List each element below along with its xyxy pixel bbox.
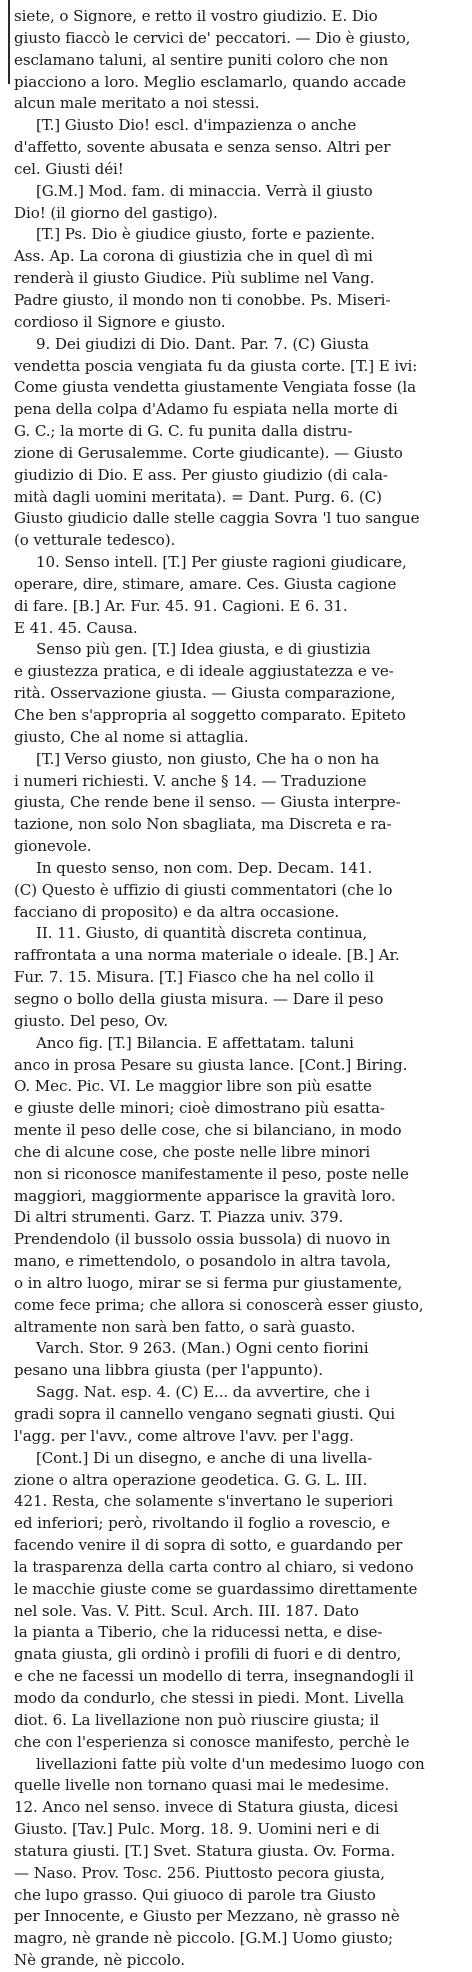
text-line: e giustezza pratica, e di ideale aggiustatezza e ve- <box>14 662 394 681</box>
text-line: G. C.; la morte di G. C. fu punita dalla distru- <box>14 422 353 441</box>
text-line: magro, nè grande nè piccolo. [G.M.] Uomo giusto; <box>14 1929 394 1948</box>
text-line: giusta, Che rende bene il senso. — Giusta interpre- <box>14 793 401 812</box>
text-line: che di alcune cose, che poste nelle libre minori <box>14 1142 371 1161</box>
text-line: giusto. Del peso, Ov. <box>14 1011 168 1030</box>
text-line: non si riconosce manifestamente il peso, poste nelle <box>14 1164 409 1183</box>
text-line: 421. Resta, che solamente s'invertano le superiori <box>14 1492 394 1511</box>
text-line: piacciono a loro. Meglio esclamarlo, quando accade <box>14 72 406 91</box>
text-line: siete, o Signore, e retto il vostro giudizio. E. Dio <box>14 7 378 25</box>
text-line: i numeri richiesti. V. anche § 14. — Traduzione <box>14 771 367 790</box>
margin-rule <box>8 0 10 84</box>
text-line: 10. Senso intell. [T.] Per giuste ragioni giudicare, <box>36 553 407 572</box>
text-line: Prendendolo (il bussolo ossia bussola) di nuovo in <box>14 1230 391 1249</box>
text-line: Anco fig. [T.] Bilancia. E affettatam. taluni <box>36 1033 354 1052</box>
text-line: zione di Gerusalemme. Corte giudicante). — Giusto <box>14 443 403 462</box>
text-line: Che ben s'appropria al soggetto comparato. Epiteto <box>14 706 406 724</box>
text-line: come fece prima; che allora si conoscerà esser giusto, <box>14 1295 424 1314</box>
text-line: livellazioni fatte più volte d'un medesimo luogo con <box>36 1754 425 1773</box>
text-line: maggiori, maggiormente apparisce la gravità loro. <box>14 1186 396 1205</box>
text-line: alcun male meritato a noi stessi. <box>14 94 260 113</box>
text-line: Varch. Stor. 9 263. (Man.) Ogni cento fiorini <box>36 1339 369 1358</box>
text-line: (C) Questo è uffizio di giusti commentatori (che lo <box>14 880 393 899</box>
text-line: Dio! (il giorno del gastigo). <box>14 203 218 222</box>
text-line: mità dagli uomini meritata). = Dant. Purg. 6. (C) <box>14 487 382 506</box>
text-line: statura giusti. [T.] Svet. Statura giusta. Ov. Forma. <box>14 1841 396 1860</box>
text-line: operare, dire, stimare, amare. Ces. Giusta cagione <box>14 574 397 593</box>
text-line: — Naso. Prov. Tosc. 256. Piuttosto pecora giusta, <box>14 1863 385 1882</box>
text-line: pena della colpa d'Adamo fu espiata nella morte di <box>14 400 398 419</box>
text-line: nel sole. Vas. V. Pitt. Scul. Arch. III. 187. Dato <box>14 1601 359 1620</box>
text-line: le macchie giuste come se guardassimo direttamente <box>14 1579 418 1598</box>
text-line: giusto fiaccò le cervici de' peccatori. — Dio è giusto, <box>14 28 411 47</box>
text-line: [T.] Ps. Dio è giudice giusto, forte e paziente. <box>36 225 375 244</box>
text-line: diot. 6. La livellazione non può riuscire giusta; il <box>14 1710 380 1729</box>
text-line: vendetta poscia vengiata fu da giusta corte. [T.] E ivi: <box>14 356 418 375</box>
text-line: [T.] Giusto Dio! escl. d'impazienza o anche <box>36 116 357 135</box>
text-line: altramente non sarà ben fatto, o sarà guasto. <box>14 1317 356 1336</box>
text-line: II. 11. Giusto, di quantità discreta continua, <box>36 924 368 943</box>
text-line: mente il peso delle cose, che si bilanciano, in modo <box>14 1121 402 1140</box>
text-line: renderà il giusto Giudice. Più sublime nel Vang. <box>14 269 375 288</box>
text-line: Come giusta vendetta giustamente Vengiata fosse (la <box>14 378 417 397</box>
text-line: per Innocente, e Giusto per Mezzano, nè grasso nè <box>14 1907 400 1926</box>
text-line: ed inferiori; però, rivoltando il foglio a rovescio, e <box>14 1514 390 1533</box>
text-line: cel. Giusti déi! <box>14 159 124 178</box>
text-line: (o vetturale tedesco). <box>14 531 176 550</box>
text-line: la trasparenza della carta contro al chiaro, si vedono <box>14 1557 414 1576</box>
text-line: che lupo grasso. Qui giuoco di parole tra Giusto <box>14 1885 376 1904</box>
text-line: esclamano taluni, al sentire puniti coloro che non <box>14 50 389 69</box>
text-line: [Cont.] Di un disegno, e anche di una livella- <box>36 1448 373 1467</box>
text-line: Sagg. Nat. esp. 4. (C) E... da avvertire, che i <box>36 1383 370 1402</box>
text-line: giusto, Che al nome si attaglia. <box>14 727 249 746</box>
text-line: che con l'esperienza si conosce manifesto, perchè le <box>14 1732 410 1751</box>
text-line: Padre giusto, il mondo non ti conobbe. Ps. Miseri- <box>14 290 391 309</box>
text-line: tazione, non solo Non sbagliata, ma Discreta e ra- <box>14 815 392 834</box>
text-line: o in altro luogo, mirar se si ferma pur giustamente, <box>14 1273 403 1292</box>
entry-text <box>14 6 464 1972</box>
text-line: [T.] Verso giusto, non giusto, Che ha o non ha <box>36 749 380 768</box>
text-line: In questo senso, non com. Dep. Decam. 141. <box>36 858 373 877</box>
text-line: la pianta a Tiberio, che la riducessi netta, e dise- <box>14 1623 383 1642</box>
text-line: pesano una libbra giusta (per l'appunto). <box>14 1361 323 1380</box>
text-line: 12. Anco nel senso. invece di Statura giusta, dicesi <box>14 1798 399 1817</box>
text-line: giudizio di Dio. E ass. Per giusto giudizio (di cala- <box>14 465 388 484</box>
text-line: mano, e rimettendolo, o posandolo in altra tavola, <box>14 1252 391 1271</box>
text-line: modo da condurlo, che stessi in piedi. Mont. Livella <box>14 1688 405 1707</box>
text-line: di fare. [B.] Ar. Fur. 45. 91. Cagioni. E 6. 31. <box>14 596 348 615</box>
text-line: Di altri strumenti. Garz. T. Piazza univ. 379. <box>14 1208 344 1227</box>
text-line: l'agg. per l'avv., come altrove l'avv. per l'agg. <box>14 1426 354 1445</box>
text-line: Giusto. [Tav.] Pulc. Morg. 18. 9. Uomini neri e di <box>14 1820 380 1839</box>
text-line: Senso più gen. [T.] Idea giusta, e di giustizia <box>36 640 371 659</box>
text-line: raffrontata a una norma materiale o ideale. [B.] Ar. <box>14 946 400 965</box>
text-line: O. Mec. Pic. VI. Le maggior libre son più esatte <box>14 1077 372 1096</box>
text-line: gionevole. <box>14 837 92 856</box>
text-line: e che ne facessi un modello di terra, insegnandogli il <box>14 1667 414 1686</box>
text-line: cordioso il Signore e giusto. <box>14 312 226 331</box>
text-line: facciano di proposito) e da altra occasione. <box>14 902 340 921</box>
text-line: Nè grande, nè piccolo. <box>14 1951 185 1970</box>
text-line: segno o bollo della giusta misura. — Dare il peso <box>14 989 384 1008</box>
text-line: [G.M.] Mod. fam. di minaccia. Verrà il giusto <box>36 181 373 200</box>
text-line: d'affetto, sovente abusata e senza senso. Altri per <box>14 138 391 157</box>
text-line: rità. Osservazione giusta. — Giusta comparazione, <box>14 684 396 703</box>
text-line: E 41. 45. Causa. <box>14 618 138 637</box>
text-line: anco in prosa Pesare su giusta lance. [Cont.] Biring. <box>14 1055 408 1074</box>
text-line: quelle livelle non tornano quasi mai le medesime. <box>14 1776 390 1795</box>
text-line: 9. Dei giudizi di Dio. Dant. Par. 7. (C) Giusta <box>36 334 369 353</box>
text-line: gradi sopra il cannello vengano segnati giusti. Qui <box>14 1405 395 1423</box>
text-line: Ass. Ap. La corona di giustizia che in quel dì mi <box>14 247 373 266</box>
text-line: Giusto giudicio dalle stelle caggia Sovra 'l tuo sangue <box>14 509 420 528</box>
text-line: gnata giusta, gli ordinò i profili di fuori e di dentro, <box>14 1645 402 1664</box>
text-line: facendo venire il di sopra di sotto, e guardando per <box>14 1536 403 1555</box>
text-line: zione o altra operazione geodetica. G. G. L. III. <box>14 1470 368 1489</box>
text-line: e giuste delle minori; cioè dimostrano più esatta- <box>14 1099 385 1118</box>
text-line: Fur. 7. 15. Misura. [T.] Fiasco che ha nel collo il <box>14 968 374 987</box>
